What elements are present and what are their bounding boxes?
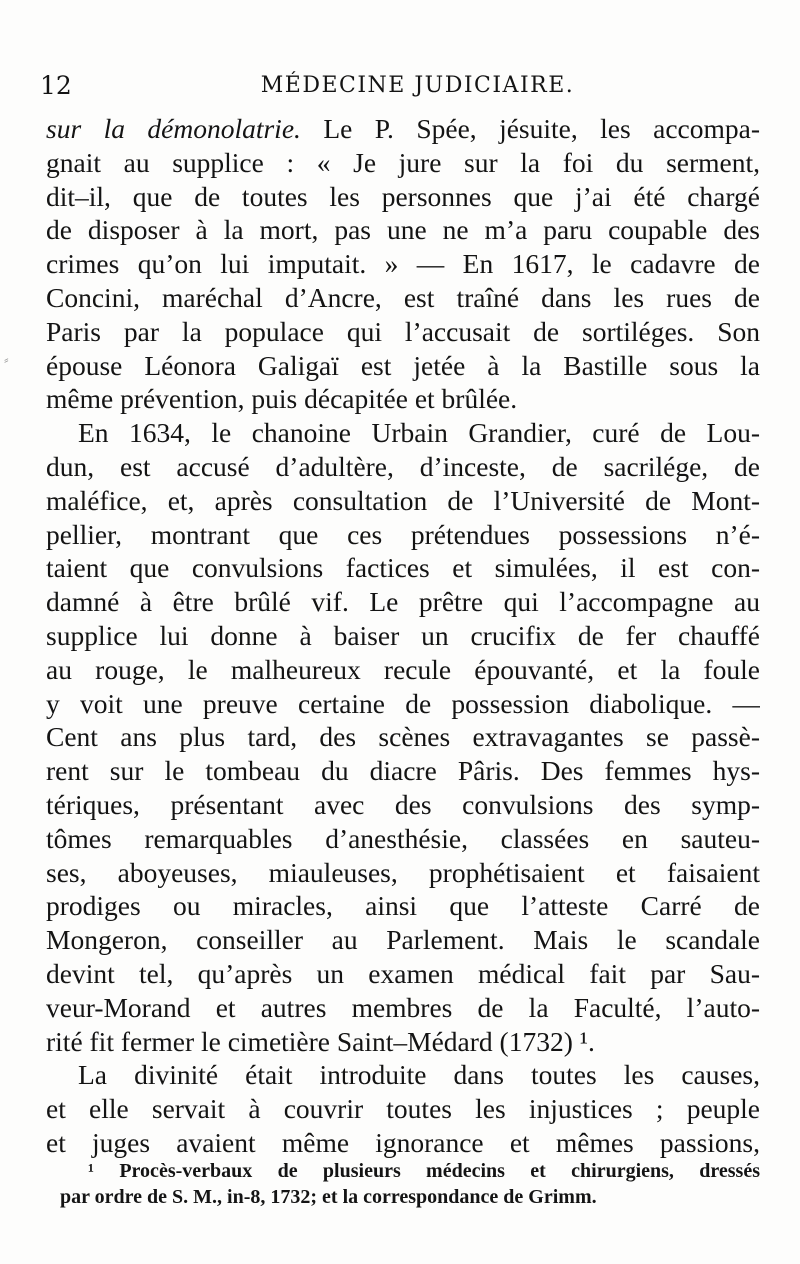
text-line: prodiges ou miracles, ainsi que l’atteste Carré de [46,890,760,922]
text-line: tômes remarquables d’anesthésie, classées en sauteu- [46,822,760,854]
text-line: même prévention, puis décapitée et brûlée. [46,383,518,415]
text-line: de disposer à la mort, pas une ne m’a paru coupable des [46,214,760,246]
text-line: épouse Léonora Galigaï est jetée à la Bastille sous la [46,349,760,381]
text-line: damné à être brûlé vif. Le prêtre qui l’accompagne au [46,586,760,618]
footnote-line: par ordre de S. M., in-8, 1732; et la correspondance de Grimm. [60,1186,597,1208]
text-line: En 1634, le chanoine Urbain Grandier, curé de Lou- [78,417,760,449]
text-line: taient que convulsions factices et simulées, il est con- [46,552,760,584]
italic-title: sur la démonolatrie. [46,113,301,144]
text-line: supplice lui donne à baiser un crucifix de fer chauffé [46,619,760,651]
text-line: ses, aboyeuses, miauleuses, prophétisaient et faisaient [46,856,760,888]
text-line: et juges avaient même ignorance et mêmes passions, [46,1126,760,1158]
page-header [40,66,760,106]
footnote-line: ¹ Procès-verbaux de plusieurs médecins et chirurgiens, dressés [88,1160,760,1182]
running-title: MÉDECINE JUDICIAIRE. [260,73,575,98]
text-line: au rouge, le malheureux recule épouvanté, et la foule [46,653,760,685]
text-line: Cent ans plus tard, des scènes extravagantes se passè- [46,721,760,753]
text-line: Concini, maréchal d’Ancre, est traîné dans les rues de [46,281,760,313]
text-line [46,112,760,146]
text-line: Mongeron, conseiller au Parlement. Mais le scandale [46,924,760,956]
body-text [46,112,760,1160]
text-line: y voit une preuve certaine de possession diabolique. — [46,687,760,719]
text-line: Paris par la populace qui l’accusait de sortiléges. Son [46,315,760,347]
footnote [60,1158,760,1210]
text-line: La divinité était introduite dans toutes les causes, [78,1059,760,1091]
text-line: et elle servait à couvrir toutes les injustices ; peuple [46,1093,760,1125]
text-line: crimes qu’on lui imputait. » — En 1617, le cadavre de [46,248,760,280]
text-line: pellier, montrant que ces prétendues possessions n’é- [46,518,760,550]
text-line: maléfice, et, après consultation de l’Université de Mont- [46,484,760,516]
text-line: rité fit fermer le cimetière Saint–Médard (1732) ¹. [46,1025,595,1057]
text-line: rent sur le tombeau du diacre Pâris. Des femmes hys- [46,755,760,787]
text-line: dit–il, que de toutes les personnes que j’ai été chargé [46,180,760,212]
text-line: gnait au supplice : « Je jure sur la foi du serment, [46,146,760,178]
text-line: veur-Morand et autres membres de la Faculté, l’auto- [46,991,760,1023]
text-span: Le P. Spée, jésuite, les accompa- [300,113,760,144]
text-line: devint tel, qu’après un examen médical fait par Sau- [46,957,760,989]
text-line: tériques, présentant avec des convulsions des symp- [46,788,760,820]
text-line: dun, est accusé d’adultère, d’inceste, de sacrilége, de [46,450,760,482]
page-number: 12 [40,71,72,100]
ink-speck-mark: ⸗ [4,352,9,368]
